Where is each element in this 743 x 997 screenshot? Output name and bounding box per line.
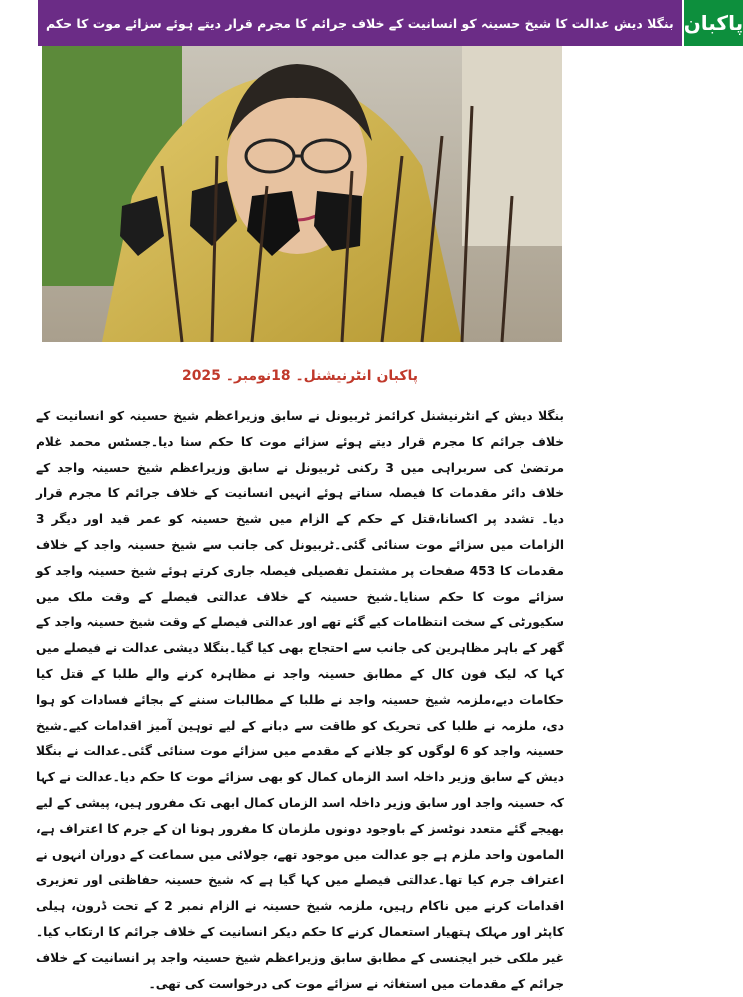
header-bar: [38, 0, 743, 46]
news-photo: [42, 46, 562, 342]
brand-logo: پاکبان: [684, 0, 743, 46]
dateline: پاکبان انٹرنیشنل۔ 18نومبر۔ 2025: [181, 368, 419, 384]
article-body: بنگلا دیش کے انٹرنیشنل کرائمز ٹربیونل نے سابق وزیراعظم شیخ حسینہ کو انسانیت کے خلاف جرائم کا مجرم قرار دیتے ہوئے سزائے موت کا حکم سنا دیا۔جسٹس محمد غلام مرتضیٰ کی سربراہی میں 3 رکنی ٹربیونل نے سابق وزیراعظم شیخ حسینہ واجد کے خلاف دائر مقدمات کا فیصلہ سناتے ہوئے انہیں انسانیت کے خلاف جرائم کا مجرم قرار دیا۔ تشدد پر اکسانا،قتل کے حکم کے الزام میں شیخ حسینہ کو عمر قید اور دیگر 3 الزامات میں سزائے موت سنائی گئی۔ٹربیونل کی جانب سے شیخ حسینہ واجد کے خلاف مقدمات کا 453 صفحات پر مشتمل تفصیلی فیصلہ جاری کرتے ہوئے شیخ حسینہ واجد کو سزائے موت کا حکم سنایا۔شیخ حسینہ کے خلاف عدالتی فیصلے کے وقت ملک میں سکیورٹی کے سخت انتظامات کیے گئے تھے اور عدالتی فیصلے کے وقت شیخ حسینہ واجد کے گھر کے باہر مظاہرین کی جانب سے احتجاج بھی کیا گیا۔بنگلا دیشی عدالت نے فیصلے میں کہا کہ لیک فون کال کے مطابق حسینہ واجد نے مظاہرہ کرنے والے طلبا کے قتل کیا حکامات دیے،ملزمہ شیخ حسینہ واجد نے طلبا کے مطالبات سننے کے بجائے فسادات کو ہوا دی، ملزمہ نے طلبا کی تحریک کو طاقت سے دبانے کے لیے توہین آمیز اقدامات کیے۔شیخ حسینہ واجد کو 6 لوگوں کو جلانے کے مقدمے میں سزائے موت سنائی گئی۔عدالت نے بنگلا دیش کے سابق وزیر داخلہ اسد الزماں کمال کو بھی سزائے موت کا حکم دیا۔عدالت نے کہا کہ حسینہ واجد اور سابق وزیر داخلہ اسد الزماں کمال ابھی تک مفرور ہیں، پیشی کے لیے بھیجے گئے متعدد نوٹسز کے باوجود دونوں ملزمان کا مفرور ہونا ان کے جرم کا اعتراف ہے، المامون واحد ملزم ہے جو عدالت میں موجود تھے، جولائی میں سماعت کے دوران انہوں نے اعتراف جرم کیا تھا۔عدالتی فیصلے میں کہا گیا ہے کہ شیخ حسینہ حفاظتی اور تعزیری اقدامات کرنے میں ناکام رہیں، ملزمہ شیخ حسینہ نے الزام نمبر 2 کے تحت ڈرون، ہیلی کاپٹر اور مہلک ہتھیار استعمال کرنے کا حکم دیکر انسانیت کے خلاف جرائم کا ارتکاب کیا۔غیر ملکی خبر ایجنسی کے مطابق سابق وزیراعظم شیخ حسینہ واجد پر انسانیت کے خلاف جرائم کے مقدمات میں استغاثہ نے سزائے موت کی درخواست کی تھی۔: [36, 409, 565, 991]
photo-icon: [42, 46, 562, 342]
headline: بنگلا دیش عدالت کا شیخ حسینہ کو انسانیت کے خلاف جرائم کا مجرم قرار دیتے ہوئے سزائے موت کا حکم: [38, 0, 684, 46]
